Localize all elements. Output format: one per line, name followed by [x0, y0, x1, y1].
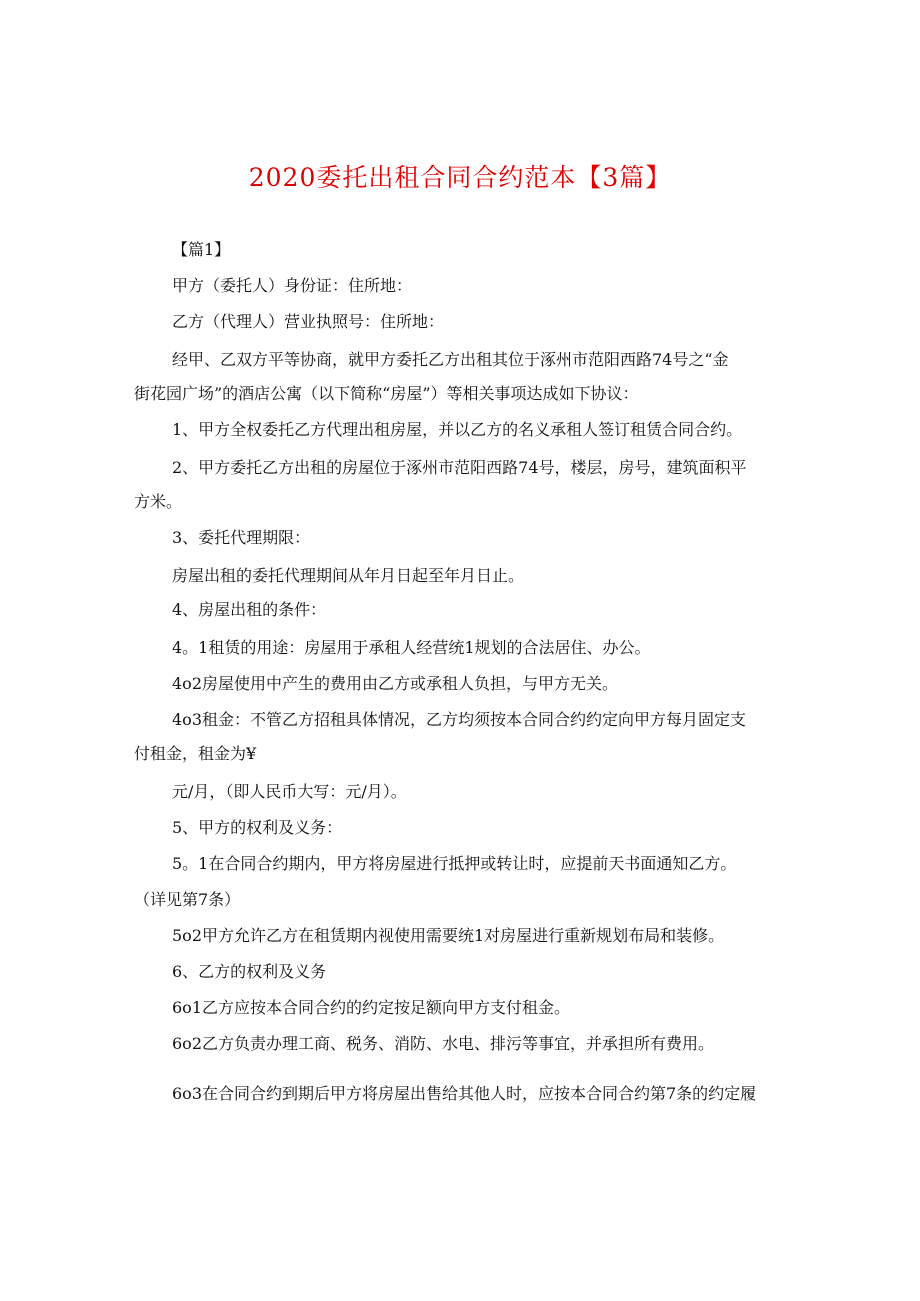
clause-line: 1、甲方全权委托乙方代理出租房屋，并以乙方的名义承租人签订租赁合同合约。 [172, 420, 743, 439]
clause-line: 3、委托代理期限： [172, 528, 311, 547]
clause-line: 4o3租金：不管乙方招租具体情况，乙方均须按本合同合约约定向甲方每月固定支 [172, 710, 746, 729]
clause-line: 5、甲方的权利及义务： [172, 818, 343, 837]
clause-line: 元/月，（即人民币大写：元/月）。 [172, 782, 407, 801]
paragraph-line: 经甲、乙双方平等协商，就甲方委托乙方出租其位于涿州市范阳西路74号之“金 [172, 350, 729, 369]
clause-line: 6、乙方的权利及义务 [172, 962, 327, 981]
party-b-line: 乙方（代理人）营业执照号：住所地： [172, 312, 445, 331]
clause-line: 4o2房屋使用中产生的费用由乙方或承租人负担，与甲方无关。 [172, 674, 618, 693]
document-title: 2020委托出租合同合约范本【3篇】 [248, 163, 672, 192]
paragraph-line: 街花园广场”的酒店公寓（以下简称“房屋”）等相关事项达成如下协议： [134, 384, 639, 403]
clause-line: 6o1乙方应按本合同合约的约定按足额向甲方支付租金。 [172, 998, 570, 1017]
clause-line: （详见第7条） [134, 890, 241, 909]
clause-line: 6o3在合同合约到期后甲方将房屋出售给其他人时，应按本合同合约第7条的约定履 [172, 1084, 757, 1103]
clause-line: 房屋出租的委托代理期间从年月日起至年月日止。 [172, 566, 525, 585]
clause-line: 4。1租赁的用途：房屋用于承租人经营统1规划的合法居住、办公。 [172, 638, 651, 657]
clause-line: 6o2乙方负责办理工商、税务、消防、水电、排污等事宜，并承担所有费用。 [172, 1034, 714, 1053]
party-a-line: 甲方（委托人）身份证：住所地： [172, 276, 413, 295]
clause-line: 5o2甲方允许乙方在租赁期内视使用需要统1对房屋进行重新规划布局和装修。 [172, 926, 725, 945]
clause-line: 4、房屋出租的条件： [172, 600, 327, 619]
clause-line: 付租金，租金为¥ [134, 744, 257, 763]
section-heading: 【篇1】 [172, 240, 231, 259]
clause-line: 2、甲方委托乙方出租的房屋位于涿州市范阳西路74号，楼层，房号，建筑面积平 [172, 458, 747, 477]
clause-line: 方米。 [134, 492, 183, 511]
clause-line: 5。1在合同合约期内，甲方将房屋进行抵押或转让时，应提前天书面通知乙方。 [172, 854, 737, 873]
